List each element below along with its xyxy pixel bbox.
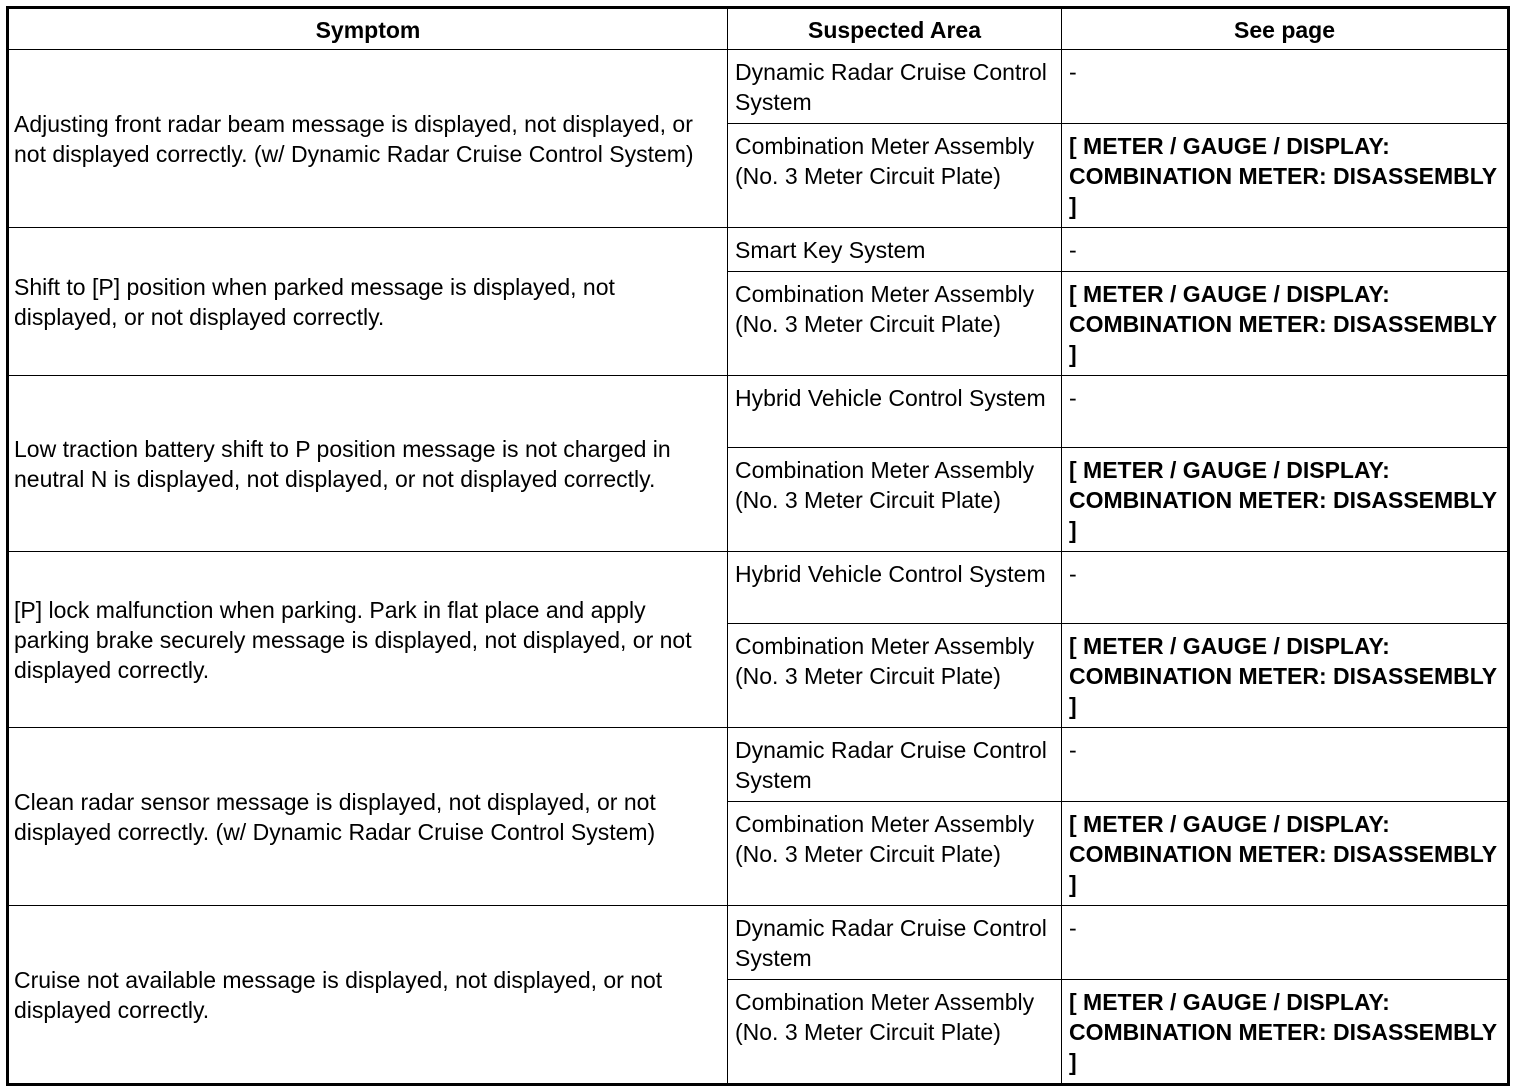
- table-row: [8, 50, 1509, 124]
- suspected-area-cell: Combination Meter Assembly (No. 3 Meter Circuit Plate): [728, 124, 1062, 228]
- table-row: [8, 552, 1509, 624]
- suspected-area-cell: Dynamic Radar Cruise Control System: [728, 50, 1062, 124]
- see-page-cell: -: [1062, 376, 1509, 448]
- see-page-link[interactable]: [ METER / GAUGE / DISPLAY: COMBINATION METER: DISASSEMBLY ]: [1062, 980, 1509, 1085]
- symptom-cell: Low traction battery shift to P position message is not charged in neutral N is displayed, not displayed, or not displayed correctly.: [8, 376, 728, 552]
- table-row: [8, 228, 1509, 272]
- suspected-area-cell: Hybrid Vehicle Control System: [728, 376, 1062, 448]
- see-page-cell: -: [1062, 906, 1509, 980]
- see-page-link[interactable]: [ METER / GAUGE / DISPLAY: COMBINATION METER: DISASSEMBLY ]: [1062, 448, 1509, 552]
- table-row: [8, 906, 1509, 980]
- header-see-page: See page: [1062, 8, 1509, 50]
- suspected-area-cell: Dynamic Radar Cruise Control System: [728, 728, 1062, 802]
- see-page-cell: -: [1062, 50, 1509, 124]
- table-row: [8, 728, 1509, 802]
- suspected-area-cell: Combination Meter Assembly (No. 3 Meter Circuit Plate): [728, 272, 1062, 376]
- suspected-area-cell: Combination Meter Assembly (No. 3 Meter Circuit Plate): [728, 448, 1062, 552]
- suspected-area-cell: Combination Meter Assembly (No. 3 Meter Circuit Plate): [728, 980, 1062, 1085]
- symptom-cell: [P] lock malfunction when parking. Park in flat place and apply parking brake securely message is displayed, not displayed, or not displayed correctly.: [8, 552, 728, 728]
- see-page-cell: -: [1062, 552, 1509, 624]
- suspected-area-cell: Combination Meter Assembly (No. 3 Meter Circuit Plate): [728, 624, 1062, 728]
- symptom-cell: Adjusting front radar beam message is displayed, not displayed, or not displayed correctly. (w/ Dynamic Radar Cruise Control System): [8, 50, 728, 228]
- suspected-area-cell: Hybrid Vehicle Control System: [728, 552, 1062, 624]
- suspected-area-cell: Dynamic Radar Cruise Control System: [728, 906, 1062, 980]
- see-page-link[interactable]: [ METER / GAUGE / DISPLAY: COMBINATION METER: DISASSEMBLY ]: [1062, 272, 1509, 376]
- table-row: [8, 376, 1509, 448]
- see-page-cell: -: [1062, 728, 1509, 802]
- see-page-link[interactable]: [ METER / GAUGE / DISPLAY: COMBINATION METER: DISASSEMBLY ]: [1062, 124, 1509, 228]
- see-page-cell: -: [1062, 228, 1509, 272]
- symptom-table: [6, 6, 1510, 1086]
- see-page-link[interactable]: [ METER / GAUGE / DISPLAY: COMBINATION METER: DISASSEMBLY ]: [1062, 624, 1509, 728]
- see-page-link[interactable]: [ METER / GAUGE / DISPLAY: COMBINATION METER: DISASSEMBLY ]: [1062, 802, 1509, 906]
- header-row: [8, 8, 1509, 50]
- header-suspected-area: Suspected Area: [728, 8, 1062, 50]
- suspected-area-cell: Combination Meter Assembly (No. 3 Meter Circuit Plate): [728, 802, 1062, 906]
- suspected-area-cell: Smart Key System: [728, 228, 1062, 272]
- symptom-cell: Clean radar sensor message is displayed, not displayed, or not displayed correctly. (w/ Dynamic Radar Cruise Control System): [8, 728, 728, 906]
- symptom-cell: Shift to [P] position when parked message is displayed, not displayed, or not displayed correctly.: [8, 228, 728, 376]
- header-symptom: Symptom: [8, 8, 728, 50]
- symptom-cell: Cruise not available message is displayed, not displayed, or not displayed correctly.: [8, 906, 728, 1085]
